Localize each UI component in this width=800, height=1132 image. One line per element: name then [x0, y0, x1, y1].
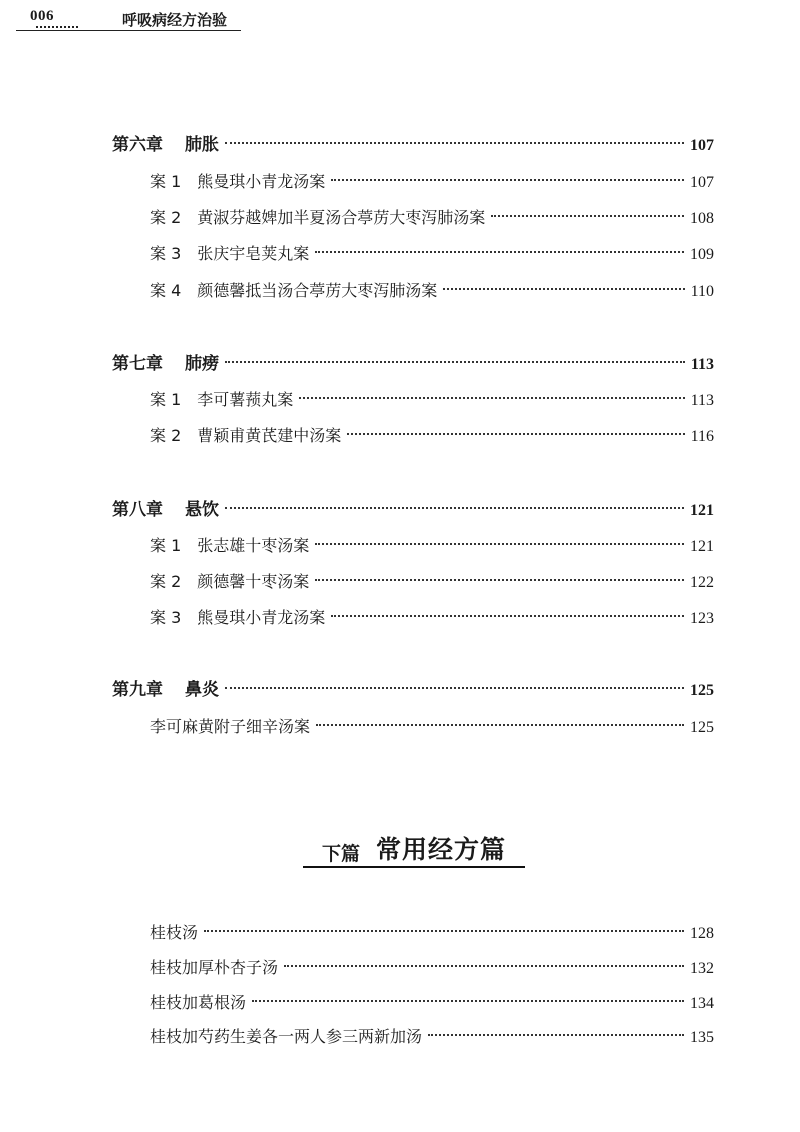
- case-title: 黄淑芬越婢加半夏汤合葶苈大枣泻肺汤案: [197, 208, 486, 227]
- item-title: 桂枝加厚朴杏子汤: [150, 958, 279, 977]
- toc-case[interactable]: [150, 605, 714, 631]
- toc-case[interactable]: [150, 423, 714, 449]
- toc-case[interactable]: [150, 278, 714, 304]
- chapter-number: 第九章: [112, 680, 163, 700]
- toc-case[interactable]: [150, 169, 714, 195]
- case-number: 案 2: [150, 426, 182, 445]
- dot-leader: [299, 397, 684, 399]
- case-title: 颜德馨十枣汤案: [197, 572, 310, 591]
- toc-item[interactable]: [150, 920, 714, 946]
- page-ref: 107: [690, 174, 714, 191]
- dot-leader: [284, 965, 684, 967]
- case-number: 案 1: [150, 390, 182, 409]
- dot-leader: [491, 215, 684, 217]
- toc-chapter-6[interactable]: [112, 132, 714, 158]
- toc-chapter-9[interactable]: [112, 677, 714, 703]
- case-title: 张庆宇皂荚丸案: [197, 244, 310, 263]
- dot-leader: [331, 179, 684, 181]
- page-ref: 113: [690, 392, 714, 409]
- page-ref: 107: [690, 137, 714, 154]
- dot-leader: [225, 142, 684, 144]
- dot-leader: [225, 507, 684, 509]
- page-ref: 125: [690, 682, 714, 699]
- running-title: 呼吸病经方治验: [122, 11, 228, 29]
- page-ref: 128: [690, 925, 714, 942]
- toc-case[interactable]: [150, 387, 714, 413]
- dot-leader: [225, 687, 684, 689]
- case-title: 熊曼琪小青龙汤案: [197, 608, 326, 627]
- page-ref: 122: [690, 574, 714, 591]
- part-label: 下篇: [321, 843, 360, 865]
- chapter-number: 第七章: [112, 354, 163, 374]
- dot-leader: [315, 579, 684, 581]
- page-ref: 121: [690, 502, 714, 519]
- case-number: 案 4: [150, 281, 182, 300]
- chapter-title: 鼻炎: [185, 680, 219, 700]
- page-ref: 132: [690, 960, 714, 977]
- chapter-title: 悬饮: [185, 500, 219, 520]
- dot-leader: [443, 288, 684, 290]
- case-number: 案 1: [150, 172, 182, 191]
- case-number: 案 3: [150, 608, 182, 627]
- page-number: 006: [30, 8, 54, 24]
- page-ref: 121: [690, 538, 714, 555]
- toc-item[interactable]: [150, 714, 714, 740]
- page-ref: 134: [690, 995, 714, 1012]
- page-ref: 116: [690, 428, 714, 445]
- case-number: 案 3: [150, 244, 182, 263]
- chapter-title: 肺胀: [185, 135, 219, 155]
- toc-case[interactable]: [150, 569, 714, 595]
- page-ref: 113: [690, 356, 714, 373]
- toc-case[interactable]: [150, 241, 714, 267]
- page-ref: 109: [690, 246, 714, 263]
- dot-leader: [347, 433, 684, 435]
- item-title: 李可麻黄附子细辛汤案: [150, 717, 311, 736]
- dot-leader: [225, 361, 685, 363]
- toc-case[interactable]: [150, 205, 714, 231]
- page-ref: 135: [690, 1029, 714, 1046]
- item-title: 桂枝加葛根汤: [150, 993, 247, 1012]
- page-ref: 108: [690, 210, 714, 227]
- case-title: 李可薯蓣丸案: [197, 390, 294, 409]
- case-title: 熊曼琪小青龙汤案: [197, 172, 326, 191]
- dot-leader: [315, 543, 684, 545]
- case-title: 曹颖甫黄芪建中汤案: [197, 426, 342, 445]
- page-ref: 125: [690, 719, 714, 736]
- page-number-underline: [36, 26, 78, 30]
- case-title: 张志雄十枣汤案: [197, 536, 310, 555]
- item-title: 桂枝加芍药生姜各一两人参三两新加汤: [150, 1027, 423, 1046]
- chapter-number: 第八章: [112, 500, 163, 520]
- case-number: 案 2: [150, 208, 182, 227]
- case-number: 案 1: [150, 536, 182, 555]
- chapter-title: 肺痨: [185, 354, 219, 374]
- case-title: 颜德馨抵当汤合葶苈大枣泻肺汤案: [197, 281, 438, 300]
- dot-leader: [204, 930, 684, 932]
- dot-leader: [331, 615, 684, 617]
- dot-leader: [315, 251, 684, 253]
- item-title: 桂枝汤: [150, 923, 199, 942]
- toc-item[interactable]: [150, 955, 714, 981]
- toc-chapter-7[interactable]: [112, 351, 714, 377]
- toc-item[interactable]: [150, 990, 714, 1016]
- case-number: 案 2: [150, 572, 182, 591]
- toc-chapter-8[interactable]: [112, 497, 714, 523]
- dot-leader: [252, 1000, 684, 1002]
- page-ref: 110: [690, 283, 714, 300]
- dot-leader: [316, 724, 684, 726]
- toc-item[interactable]: [150, 1024, 714, 1050]
- part-title: 常用经方篇: [376, 835, 507, 864]
- dot-leader: [428, 1034, 684, 1036]
- toc-case[interactable]: [150, 533, 714, 559]
- part-heading: [303, 826, 525, 868]
- page-ref: 123: [690, 610, 714, 627]
- chapter-number: 第六章: [112, 135, 163, 155]
